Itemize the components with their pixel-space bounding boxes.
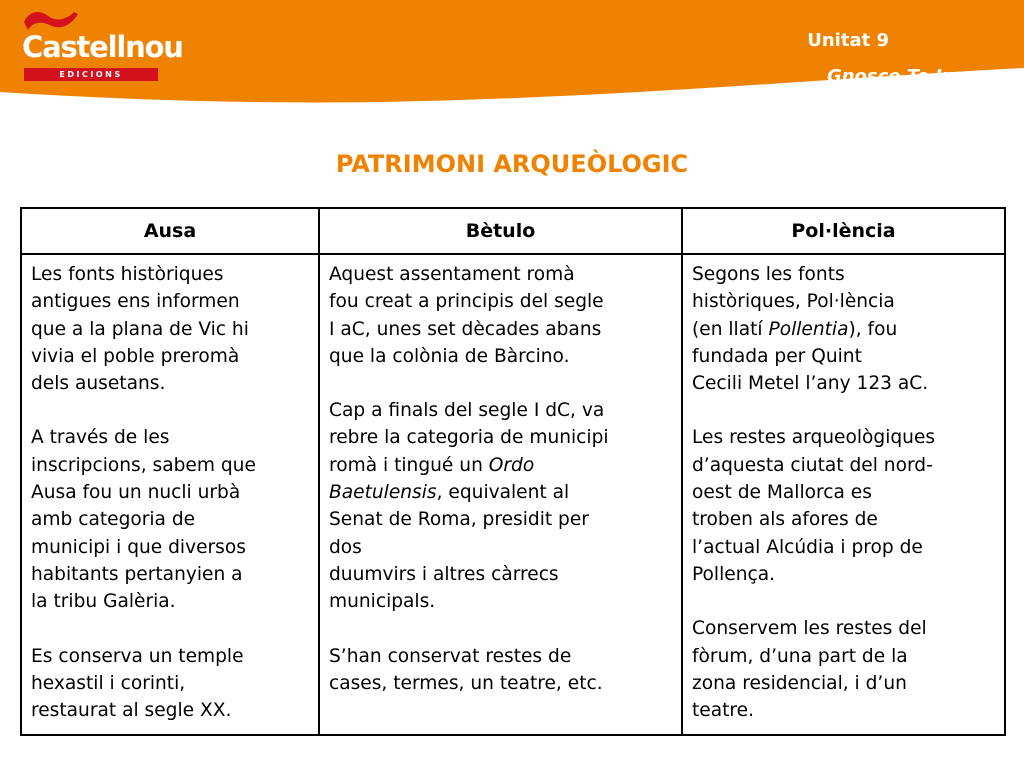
- text-segment: (en llatí: [692, 318, 769, 340]
- text-line: fundada per Quint: [692, 345, 862, 367]
- text-line: cases, termes, un teatre, etc.: [329, 672, 603, 694]
- text-line: [692, 316, 1000, 343]
- text-line: antigues ens informen: [31, 291, 240, 313]
- header-banner: [0, 0, 1024, 105]
- logo-wordmark: Castellnou: [22, 30, 183, 64]
- text-line: Senat de Roma, presidit per: [329, 509, 589, 531]
- text-line: restaurat al segle XX.: [31, 700, 232, 722]
- text-line: I aC, unes set dècades abans: [329, 318, 602, 340]
- cell-pollencia: [682, 254, 1005, 735]
- text-segment: , equivalent al: [436, 482, 570, 504]
- text-line: habitants pertanyien a: [31, 563, 243, 585]
- text-line: Ausa fou un nucli urbà: [31, 482, 241, 504]
- text-line: la tribu Galèria.: [31, 591, 176, 613]
- cell-betulo: [319, 254, 682, 735]
- text-line: dos: [329, 536, 362, 558]
- unit-motto: Gnosce Te Ipsvm: [826, 66, 996, 87]
- table-row: [21, 254, 1005, 735]
- latin-term: Pollentia: [768, 318, 849, 340]
- text-line: amb categoria de: [31, 509, 196, 531]
- text-line: Segons les fonts: [692, 264, 845, 285]
- text-line: municipals.: [329, 591, 436, 613]
- cell-ausa: [21, 254, 319, 735]
- text-line: d’aquesta ciutat del nord-: [692, 454, 933, 476]
- text-line: que la colònia de Bàrcino.: [329, 345, 570, 367]
- text-line: [329, 452, 677, 479]
- latin-term: Baetulensis: [329, 482, 437, 504]
- text-line: que a la plana de Vic hi: [31, 318, 249, 340]
- text-line: Les fonts històriques: [31, 264, 224, 285]
- text-line: zona residencial, i d’un: [692, 672, 907, 694]
- text-line: duumvirs i altres càrrecs: [329, 563, 559, 585]
- page-title: PATRIMONI ARQUEÒLOGIC: [335, 150, 689, 178]
- text-line: Conservem les restes del: [692, 618, 927, 640]
- text-line: inscripcions, sabem que: [31, 454, 256, 476]
- text-line: rebre la categoria de municipi: [329, 427, 609, 449]
- text-line: Cap a finals del segle I dC, va: [329, 400, 605, 422]
- text-line: fou creat a principis del segle: [329, 291, 604, 313]
- text-line: Cecili Metel l’any 123 aC.: [692, 373, 929, 395]
- text-line: Aquest assentament romà: [329, 264, 575, 285]
- text-line: l’actual Alcúdia i prop de: [692, 536, 923, 558]
- text-line: dels ausetans.: [31, 373, 166, 395]
- text-line: A través de les: [31, 427, 170, 449]
- latin-term: Ordo: [488, 454, 535, 476]
- text-line: S’han conservat restes de: [329, 645, 572, 667]
- column-header-pollencia: Pol·lència: [682, 208, 1005, 254]
- text-line: Les restes arqueològiques: [692, 427, 936, 449]
- publisher-logo: [22, 8, 183, 79]
- text-line: fòrum, d’una part de la: [692, 645, 908, 667]
- unit-label: Unitat 9: [807, 30, 889, 51]
- text-line: Es conserva un temple: [31, 645, 244, 667]
- text-line: històriques, Pol·lència: [692, 291, 895, 313]
- text-segment: romà i tingué un: [329, 454, 489, 476]
- column-header-betulo: Bètulo: [319, 208, 682, 254]
- text-line: oest de Mallorca es: [692, 482, 872, 504]
- table-header-row: [21, 208, 1005, 254]
- text-line: hexastil i corinti,: [31, 672, 186, 694]
- column-header-ausa: Ausa: [21, 208, 319, 254]
- text-line: vivia el poble preromà: [31, 345, 240, 367]
- text-segment: ), fou: [848, 318, 898, 340]
- text-line: Pollença.: [692, 563, 776, 585]
- heritage-table: [20, 207, 1006, 736]
- logo-subtitle: EDICIONS: [24, 68, 158, 81]
- text-line: troben als afores de: [692, 509, 878, 531]
- text-line: teatre.: [692, 700, 755, 722]
- text-line: [329, 479, 677, 506]
- text-line: municipi i que diversos: [31, 536, 246, 558]
